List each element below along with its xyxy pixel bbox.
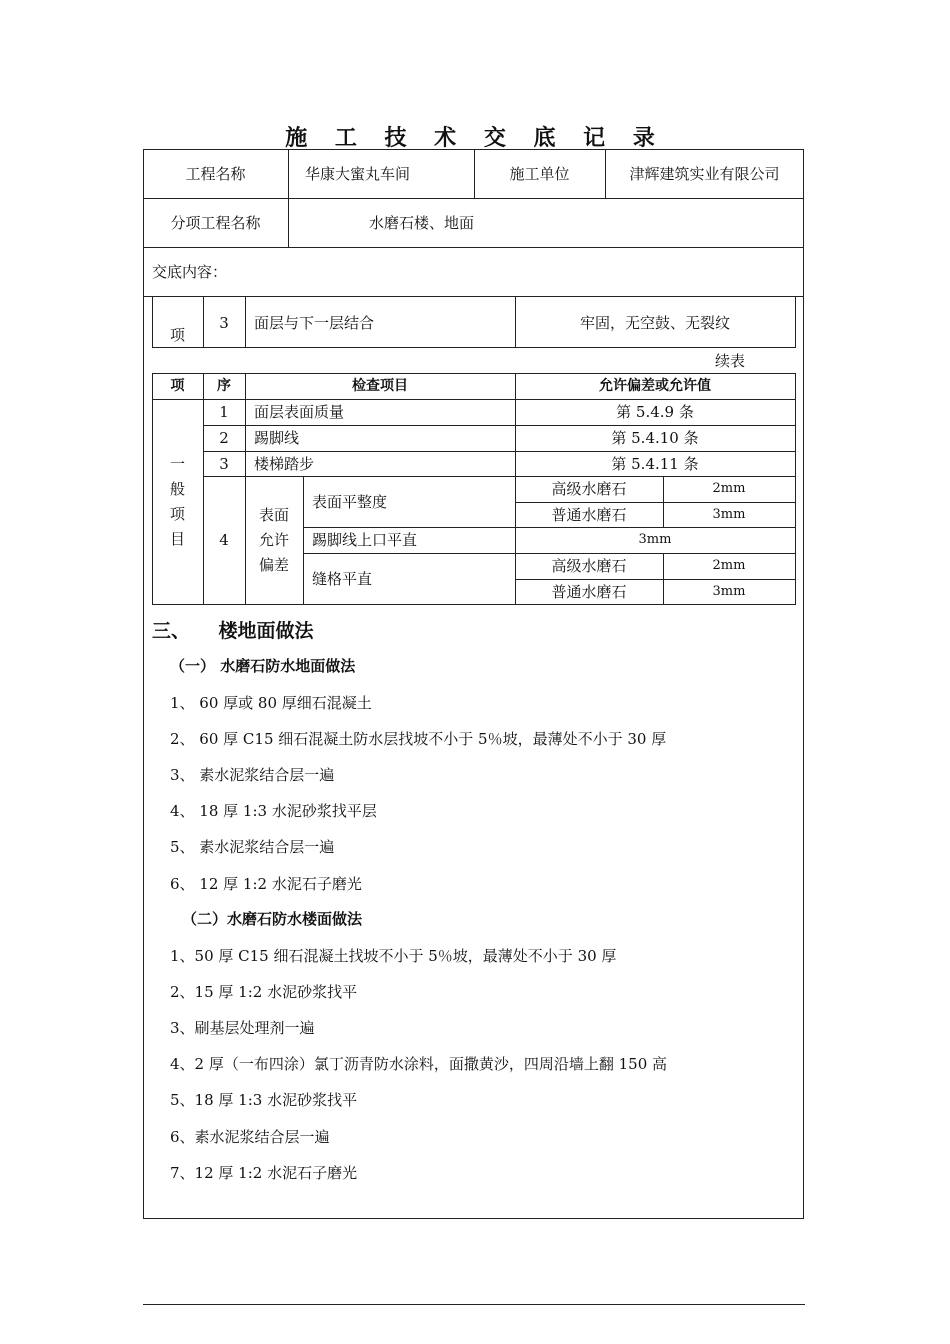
floor-step: 3、 素水泥浆结合层一遍 [170,766,335,784]
storey-step: 6、素水泥浆结合层一遍 [170,1128,330,1146]
seam-high-value: 2mm [712,558,746,573]
table-row-no: 2 [219,429,229,447]
normal-grade-label: 普通水磨石 [551,582,627,601]
skirting-value: 3mm [638,532,672,547]
table-row-no: 4 [219,531,229,549]
project-name-label: 工程名称 [185,164,246,183]
floor-step: 4、 18 厚 1:3 水泥砂浆找平层 [170,802,377,820]
page-title: 施 工 技 术 交 底 记 录 [285,126,665,151]
table-row-item: 踢脚线 [254,429,300,447]
floor-step: 6、 12 厚 1:2 水泥石子磨光 [170,875,362,893]
content-label: 交底内容： [152,262,228,281]
skirting-item: 踢脚线上口平直 [312,531,418,549]
floor-step: 2、 60 厚 C15 细石混凝土防水层找坡不小于 5％坡，最薄处不小于 30 厚 [170,730,667,748]
continued-label: 续表 [714,352,745,370]
table-header-no: 序 [217,378,231,394]
table-header-value: 允许偏差或允许值 [599,378,711,394]
storey-step: 1、50 厚 C15 细石混凝土找坡不小于 5％坡，最薄处不小于 30 厚 [170,947,617,965]
partial-category: 项 [169,325,185,344]
storey-step: 4、2 厚（一布四涂）氯丁沥青防水涂料，面撒黄沙，四周沿墙上翻 150 高 [170,1055,668,1073]
flatness-item: 表面平整度 [312,492,388,511]
floor-method-heading: （一） 水磨石防水地面做法 [170,657,356,675]
construction-unit-value: 津辉建筑实业有限公司 [629,164,780,183]
storey-step: 2、15 厚 1:2 水泥砂浆找平 [170,983,358,1001]
project-name-value: 华康大蜜丸车间 [305,164,411,183]
storey-step: 5、18 厚 1:3 水泥砂浆找平 [170,1091,358,1109]
table-row-value: 第 5.4.10 条 [611,429,699,447]
table-row-no: 1 [219,403,229,421]
seam-normal-value: 3mm [712,583,746,599]
flatness-normal-value: 3mm [712,506,746,522]
footer-rule [143,1304,805,1305]
storey-method-heading: （二）水磨石防水楼面做法 [182,910,363,928]
high-grade-label: 高级水磨石 [551,480,627,498]
table-row-value: 第 5.4.11 条 [611,454,699,473]
partial-item: 面层与下一层结合 [254,313,375,332]
construction-unit-label: 施工单位 [509,164,570,183]
flatness-high-value: 2mm [712,481,746,496]
tolerance-group: 表面 允许 偏差 [258,505,289,574]
sub-project-label: 分项工程名称 [170,213,261,232]
high-grade-label: 高级水磨石 [551,557,627,575]
table-header-item: 检查项目 [352,378,408,394]
table-row-item: 楼梯踏步 [254,454,315,473]
partial-value: 牢固，无空鼓、无裂纹 [579,313,730,332]
sub-project-value: 水磨石楼、地面 [369,213,475,232]
table-row-item: 面层表面质量 [254,403,345,421]
table-header-category: 项 [170,378,185,394]
table-row-value: 第 5.4.9 条 [616,403,694,421]
seam-item: 缝格平直 [312,569,373,588]
floor-step: 5、 素水泥浆结合层一遍 [170,838,335,856]
normal-grade-label: 普通水磨石 [551,505,627,524]
partial-no: 3 [219,313,229,332]
storey-step: 7、12 厚 1:2 水泥石子磨光 [170,1164,358,1182]
table-row-no: 3 [219,454,229,473]
storey-step: 3、刷基层处理剂一遍 [170,1019,315,1037]
floor-step: 1、 60 厚或 80 厚细石混凝土 [170,694,372,712]
section-heading: 三、 楼地面做法 [152,620,314,642]
category-general: 一 般 项 目 [169,455,185,548]
